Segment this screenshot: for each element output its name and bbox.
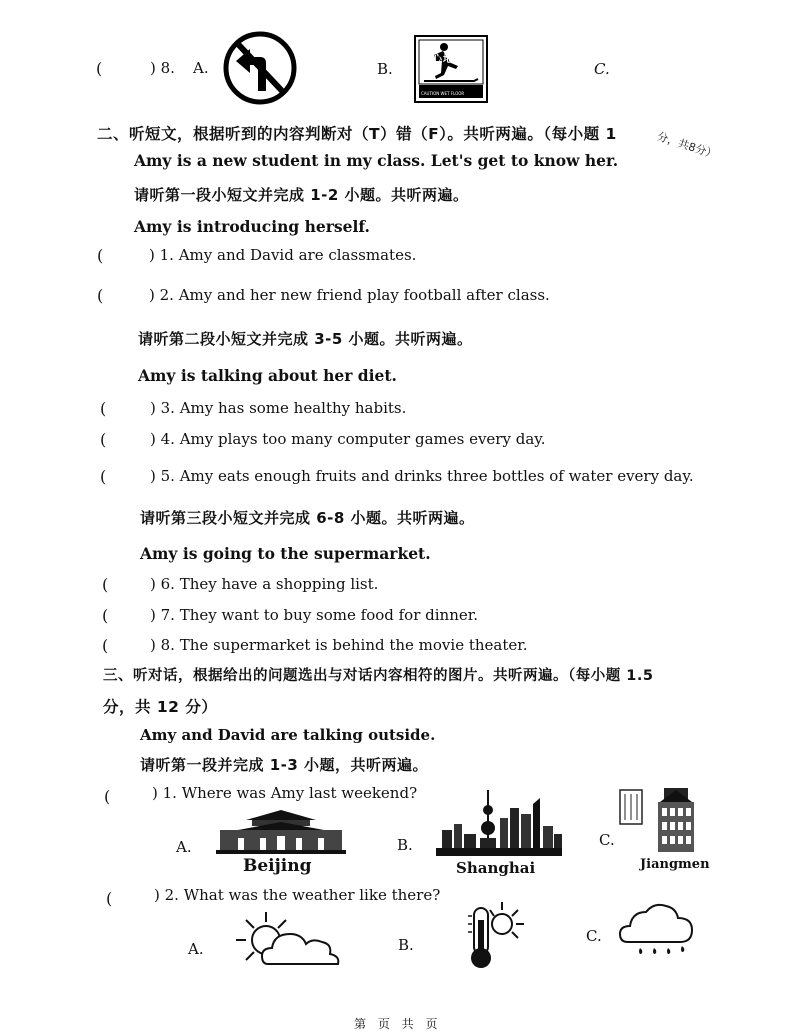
shanghai-skyline-icon (436, 790, 562, 858)
section3-heading-line2: 分，共 12 分） (103, 698, 218, 716)
option-b-label: B. (377, 60, 393, 78)
question-text: ) 2. Amy and her new friend play football after class. (149, 286, 550, 304)
tiananmen-gate-icon (216, 806, 346, 856)
question-text: ) 3. Amy has some healthy habits. (150, 399, 407, 417)
answer-paren[interactable]: ( (102, 606, 109, 625)
part1-instruction: 请听第一段小短文并完成 1-2 小题。共听两遍。 (134, 186, 469, 204)
question-text: ) 4. Amy plays too many computer games every day. (150, 430, 546, 448)
section3-instruction: 请听第一段并完成 1-3 小题，共听两遍。 (140, 756, 429, 774)
answer-paren[interactable]: ( (100, 467, 107, 486)
question-text: ) 1. Where was Amy last weekend? (152, 784, 418, 802)
section2-heading: 二、听短文，根据听到的内容判断对（T）错（F）。共听两遍。（每小题 1 (97, 125, 617, 143)
answer-paren[interactable]: ( (104, 787, 111, 806)
option-c-label: C. (586, 927, 602, 945)
part3-instruction: 请听第三段小短文并完成 6-8 小题。共听两遍。 (140, 509, 475, 527)
answer-paren[interactable]: ( (96, 59, 103, 78)
question-number: ) 8. (150, 59, 175, 77)
option-a-label: A. (188, 940, 204, 958)
option-b-label: B. (397, 836, 413, 854)
answer-paren[interactable]: ( (100, 399, 107, 418)
no-left-turn-sign-icon (222, 29, 298, 107)
question-text: ) 6. They have a shopping list. (150, 575, 379, 593)
part2-instruction: 请听第二段小短文并完成 3-5 小题。共听两遍。 (138, 330, 473, 348)
question-text: ) 1. Amy and David are classmates. (149, 246, 417, 264)
answer-paren[interactable]: ( (102, 636, 109, 655)
section2-intro: Amy is a new student in my class. Let's get to know her. (134, 151, 619, 170)
wet-floor-sign-subtext: CAUTION WET FLOOR (421, 91, 465, 96)
option-b-label: B. (398, 936, 414, 954)
answer-paren[interactable]: ( (97, 246, 104, 265)
partly-cloudy-icon (232, 908, 344, 972)
option-c-label: C. (594, 60, 610, 78)
answer-paren[interactable]: ( (102, 575, 109, 594)
city-label-jiangmen: Jiangmen (640, 857, 710, 872)
answer-paren[interactable]: ( (97, 286, 104, 305)
rainy-cloud-icon (618, 898, 696, 960)
question-text: ) 8. The supermarket is behind the movie theater. (150, 636, 528, 654)
city-label-shanghai: Shanghai (456, 859, 536, 877)
option-a-label: A. (193, 59, 209, 77)
jiangmen-building-icon (618, 786, 702, 854)
answer-paren[interactable]: ( (106, 889, 113, 908)
hot-thermometer-icon (462, 900, 526, 970)
option-c-label: C. (599, 831, 615, 849)
city-label-beijing: Beijing (243, 856, 312, 876)
page-footer: 第 页 共 页 (354, 1017, 442, 1031)
question-text: ) 7. They want to buy some food for dinner. (150, 606, 479, 624)
question-text: ) 2. What was the weather like there? (154, 886, 441, 904)
wet-floor-sign-text: 小心地滑 (421, 54, 465, 65)
option-a-label: A. (176, 838, 192, 856)
part1-topic: Amy is introducing herself. (134, 217, 370, 236)
section3-topic: Amy and David are talking outside. (140, 726, 436, 744)
answer-paren[interactable]: ( (100, 430, 107, 449)
part2-topic: Amy is talking about her diet. (138, 366, 397, 385)
section2-heading-overflow: 分，共8分） (655, 129, 719, 162)
part3-topic: Amy is going to the supermarket. (140, 544, 431, 563)
question-text: ) 5. Amy eats enough fruits and drinks three bottles of water every day. (150, 467, 694, 485)
section3-heading-line1: 三、听对话，根据给出的问题选出与对话内容相符的图片。共听两遍。（每小题 1.5 (103, 668, 654, 684)
